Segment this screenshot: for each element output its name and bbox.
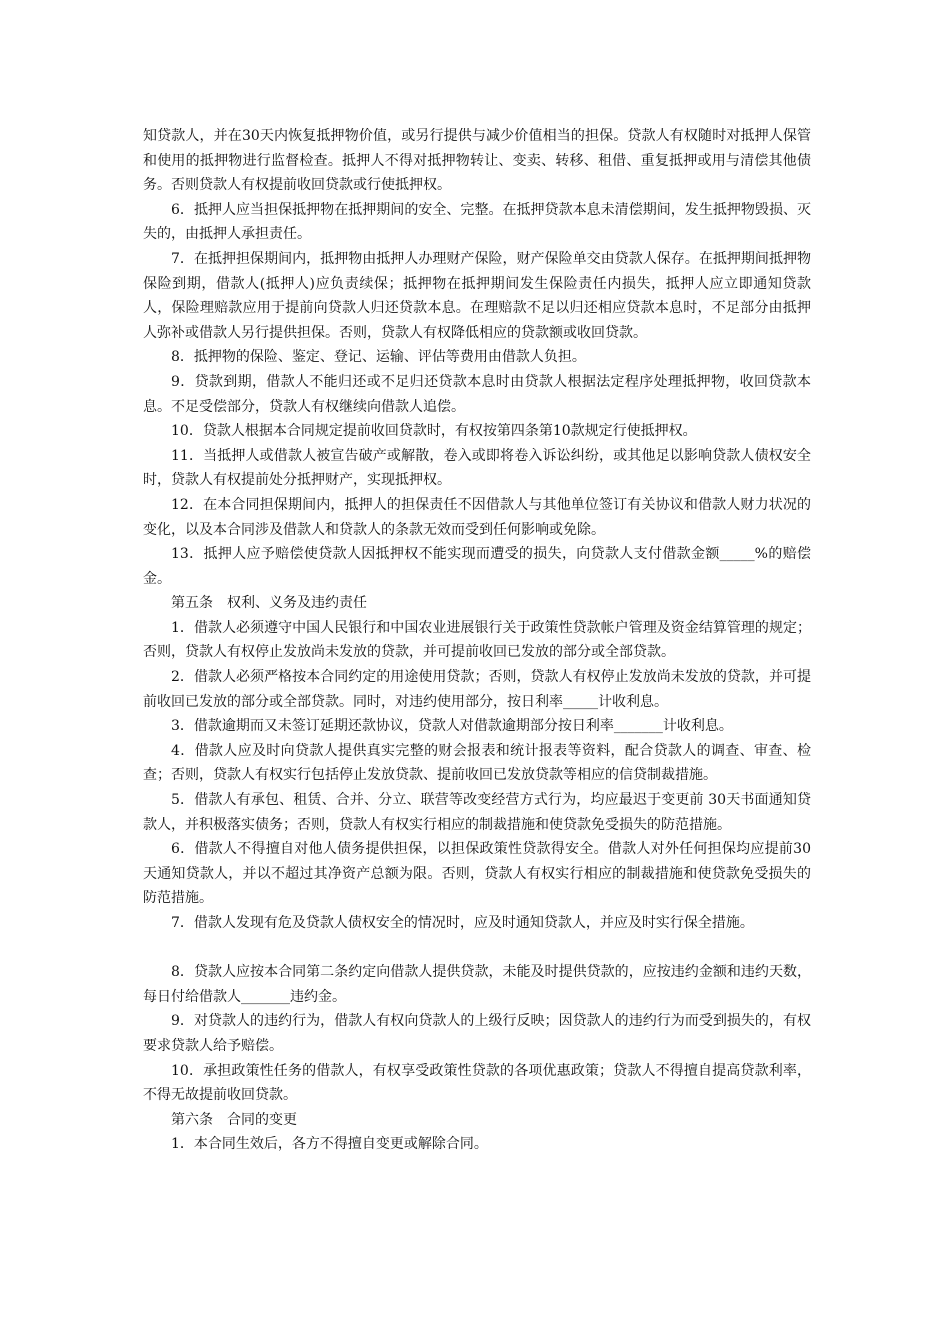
paragraph: 7．在抵押担保期间内，抵押物由抵押人办理财产保险，财产保险单交由贷款人保存。在抵押期间抵押物保险到期，借款人(抵押人)应负责续保；抵押物在抵押期间发生保险责任内损失，抵押人应立即通知贷款人，保险理赔款应用于提前向贷款人归还贷款本息。在理赔款不足以归还相应贷款本息时，不足部分由抵押人弥补或借款人另行提供担保。否则，贷款人有权降低相应的贷款额或收回贷款。 — [143, 250, 811, 341]
paragraph: 8．抵押物的保险、鉴定、登记、运输、评估等费用由借款人负担。 — [171, 349, 586, 366]
paragraph: 12．在本合同担保期间内，抵押人的担保责任不因借款人与其他单位签订有关协议和借款人财力状况的变化，以及本合同涉及借款人和贷款人的条款无效而受到任何影响或免除。 — [143, 496, 811, 538]
paragraph: 6．抵押人应当担保抵押物在抵押期间的安全、完整。在抵押贷款本息未清偿期间，发生抵押物毁损、灭失的，由抵押人承担责任。 — [143, 201, 811, 243]
paragraph: 4．借款人应及时向贷款人提供真实完整的财会报表和统计报表等资料，配合贷款人的调查、审查、检查；否则，贷款人有权实行包括停止发放贷款、提前收回已发放贷款等相应的信贷制裁措施。 — [143, 742, 811, 784]
paragraph: 11．当抵押人或借款人被宣告破产或解散，卷入或即将卷入诉讼纠纷，或其他足以影响贷款人债权安全时，贷款人有权提前处分抵押财产，实现抵押权。 — [143, 447, 811, 489]
paragraph: 7．借款人发现有危及贷款人债权安全的情况时，应及时通知贷款人，并应及时实行保全措施。 — [171, 915, 754, 931]
paragraph: 9．对贷款人的违约行为，借款人有权向贷款人的上级行反映；因贷款人的违约行为而受到损失的，有权要求贷款人给予赔偿。 — [143, 1013, 811, 1054]
paragraph: 1．借款人必须遵守中国人民银行和中国农业进展银行关于政策性贷款帐户管理及资金结算管理的规定；否则，贷款人有权停止发放尚未发放的贷款，并可提前收回已发放的部分或全部贷款。 — [143, 619, 811, 661]
blank-line — [143, 936, 811, 961]
paragraph: 1．本合同生效后，各方不得擅自变更或解除合同。 — [171, 1136, 488, 1153]
paragraph: 6．借款人不得擅自对他人债务提供担保，以担保政策性贷款得安全。借款人对外任何担保均应提前30天通知贷款人，并以不超过其净资产总额为限。否则，贷款人有权实行相应的制裁措施和使贷款免受损失的防范措施。 — [143, 841, 811, 907]
paragraph: 5．借款人有承包、租赁、合并、分立、联营等改变经营方式行为，均应最迟于变更前 30天书面通知贷款人，并积极落实债务；否则，贷款人有权实行相应的制裁措施和使贷款免受损失的防范措施。 — [143, 792, 811, 833]
paragraph: 2．借款人必须严格按本合同约定的用途使用贷款；否则，贷款人有权停止发放尚未发放的贷款，并可提前收回已发放的部分或全部贷款。同时，对违约使用部分，按日利率_____计收利息。 — [143, 669, 811, 710]
paragraph: 10．贷款人根据本合同规定提前收回贷款时，有权按第四条第10款规定行使抵押权。 — [171, 423, 697, 440]
paragraph: 8．贷款人应按本合同第二条约定向借款人提供贷款，未能及时提供贷款的，应按违约金额和违约天数，每日付给借款人_______违约金。 — [143, 964, 811, 1005]
paragraph: 知贷款人，并在30天内恢复抵押物价值，或另行提供与减少价值相当的担保。贷款人有权随时对抵押人保管和使用的抵押物进行监督检查。抵押人不得对抵押物转让、变卖、转移、租借、重复抵押或用与清偿其他债务。否则贷款人有权提前收回贷款或行使抵押权。 — [143, 128, 811, 194]
paragraph: 13．抵押人应予赔偿使贷款人因抵押权不能实现而遭受的损失，向贷款人支付借款金额_____%的赔偿金。 — [143, 546, 811, 587]
paragraph: 3．借款逾期而又未签订延期还款协议，贷款人对借款逾期部分按日利率_______计收利息。 — [171, 718, 733, 735]
paragraph: 9．贷款到期，借款人不能归还或不足归还贷款本息时由贷款人根据法定程序处理抵押物，收回贷款本息。不足受偿部分，贷款人有权继续向借款人追偿。 — [143, 373, 811, 415]
section-heading: 第五条 权利、义务及违约责任 — [171, 595, 367, 612]
section-heading: 第六条 合同的变更 — [171, 1111, 297, 1128]
document-page — [143, 124, 811, 1157]
paragraph: 10．承担政策性任务的借款人，有权享受政策性贷款的各项优惠政策；贷款人不得擅自提高贷款利率，不得无故提前收回贷款。 — [143, 1062, 811, 1104]
